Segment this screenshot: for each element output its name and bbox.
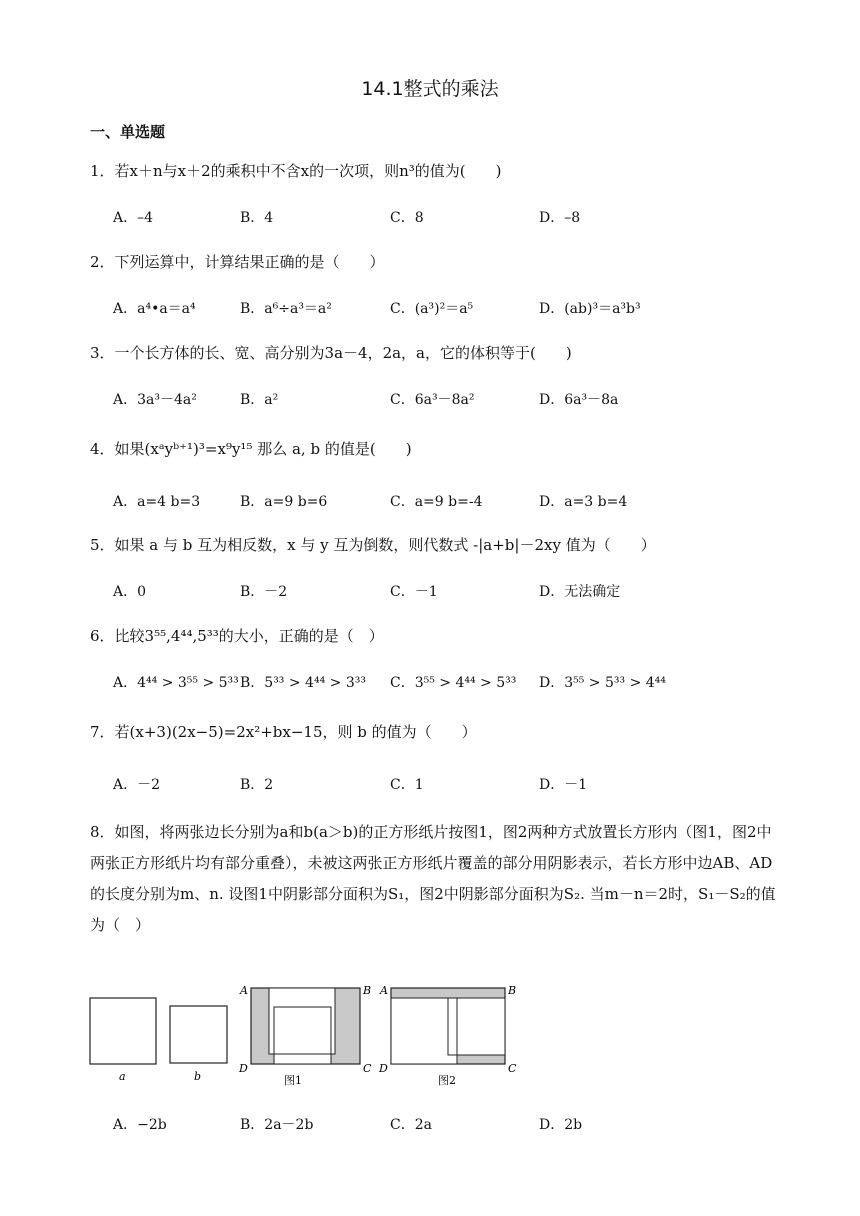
q3-option-c[interactable]: C．6a³－8a² [390, 392, 475, 408]
q4-option-c[interactable]: C．a=9 b=-4 [390, 494, 483, 510]
label-b: b [194, 1070, 202, 1083]
fig1-corner-d: D [239, 1062, 248, 1075]
page-title: 14.1整式的乘法 [361, 78, 499, 100]
fig2-corner-d: D [379, 1062, 388, 1075]
q6-option-d[interactable]: D．3⁵⁵ > 5³³ > 4⁴⁴ [539, 675, 666, 691]
q5-option-d[interactable]: D．无法确定 [539, 584, 621, 600]
question-7-options [113, 774, 813, 796]
q2-option-b[interactable]: B．a⁶÷a³＝a² [240, 301, 332, 317]
q3-option-a[interactable]: A．3a³－4a² [113, 392, 197, 408]
q5-option-b[interactable]: B．－2 [240, 584, 288, 600]
fig2-corner-b: B [508, 984, 517, 997]
q4-option-d[interactable]: D．a=3 b=4 [539, 494, 628, 510]
q4-option-b[interactable]: B．a=9 b=6 [240, 494, 328, 510]
q1-option-b[interactable]: B．4 [240, 210, 274, 226]
question-4-stem: 4．如果(xᵃyᵇ⁺¹)³=x⁹y¹⁵ 那么 a, b 的值是( ) [90, 440, 412, 458]
q6-option-c[interactable]: C．3⁵⁵ > 4⁴⁴ > 5³³ [390, 675, 517, 691]
fig1-square-b [274, 1007, 331, 1064]
square-b [170, 1006, 227, 1063]
question-5-options [113, 581, 813, 603]
q7-option-c[interactable]: C．1 [390, 777, 424, 793]
fig2-caption: 图2 [438, 1074, 456, 1087]
question-1-stem: 1．若x＋n与x＋2的乘积中不含x的一次项，则n³的值为( ) [90, 162, 502, 180]
fig1-corner-a: A [240, 984, 248, 997]
question-3-stem: 3．一个长方体的长、宽、高分别为3a－4，2a，a，它的体积等于( ) [90, 344, 572, 362]
question-1-options [113, 207, 813, 229]
question-6-options [113, 672, 813, 694]
question-4-options [113, 491, 813, 513]
figure-1 [238, 984, 372, 1087]
fig2-corner-c: C [508, 1062, 517, 1075]
q1-option-a[interactable]: A．–4 [113, 210, 154, 226]
q3-option-d[interactable]: D．6a³－8a [539, 392, 619, 408]
q8-option-a[interactable]: A．−2b [113, 1117, 167, 1133]
figure-2 [378, 984, 517, 1087]
question-6-stem: 6．比较3⁵⁵,4⁴⁴,5³³的大小，正确的是（ ） [90, 627, 384, 645]
q1-option-c[interactable]: C．8 [390, 210, 424, 226]
square-a [90, 998, 156, 1064]
q4-option-a[interactable]: A．a=4 b=3 [113, 494, 201, 510]
fig2-square-a [391, 998, 457, 1064]
fig1-corner-c: C [363, 1062, 372, 1075]
q7-option-b[interactable]: B．2 [240, 777, 274, 793]
question-8-figure [88, 978, 528, 1088]
q2-option-d[interactable]: D．(ab)³＝a³b³ [539, 301, 641, 317]
q3-option-b[interactable]: B．a² [240, 392, 279, 408]
fig1-corner-b: B [363, 984, 372, 997]
question-8-stem: 8．如图，将两张边长分别为a和b(a＞b)的正方形纸片按图1，图2两种方式放置长方形内（图1，图2中两张正方形纸片均有部分重叠），未被这两张正方形纸片覆盖的部分用阴影表示，若长方形中边AB、AD的长度分别为m、n. 设图1中阴影部分面积为S₁，图2中阴影部分面积为S₂. 当m－n＝2时，S₁－S₂的值为（ ） [90, 823, 776, 934]
q2-option-c[interactable]: C．(a³)²＝a⁵ [390, 301, 474, 317]
label-a: a [119, 1070, 126, 1083]
q8-option-d[interactable]: D．2b [539, 1117, 583, 1133]
q7-option-a[interactable]: A．－2 [113, 777, 161, 793]
q8-option-c[interactable]: C．2a [390, 1117, 432, 1133]
question-2-options [113, 298, 813, 320]
q1-option-d[interactable]: D．–8 [539, 210, 581, 226]
question-8-options [113, 1114, 813, 1136]
fig2-corner-a: A [380, 984, 388, 997]
fig1-caption: 图1 [284, 1074, 302, 1087]
section-heading: 一、单选题 [90, 123, 166, 141]
question-7-stem: 7．若(x+3)(2x−5)=2x²+bx−15，则 b 的值为（ ） [90, 723, 477, 741]
question-2-stem: 2．下列运算中，计算结果正确的是（ ） [90, 253, 385, 271]
q2-option-a[interactable]: A．a⁴•a＝a⁴ [113, 301, 196, 317]
question-3-options [113, 389, 813, 411]
q5-option-a[interactable]: A．0 [113, 584, 147, 600]
q6-option-a[interactable]: A．4⁴⁴ > 3⁵⁵ > 5³³ [113, 675, 239, 691]
q5-option-c[interactable]: C．－1 [390, 584, 438, 600]
q8-option-b[interactable]: B．2a－2b [240, 1117, 314, 1133]
q7-option-d[interactable]: D．－1 [539, 777, 588, 793]
q6-option-b[interactable]: B．5³³ > 4⁴⁴ > 3³³ [240, 675, 366, 691]
question-5-stem: 5．如果 a 与 b 互为相反数，x 与 y 互为倒数，则代数式 -|a+b|－2xy 值为（ ） [90, 536, 656, 554]
